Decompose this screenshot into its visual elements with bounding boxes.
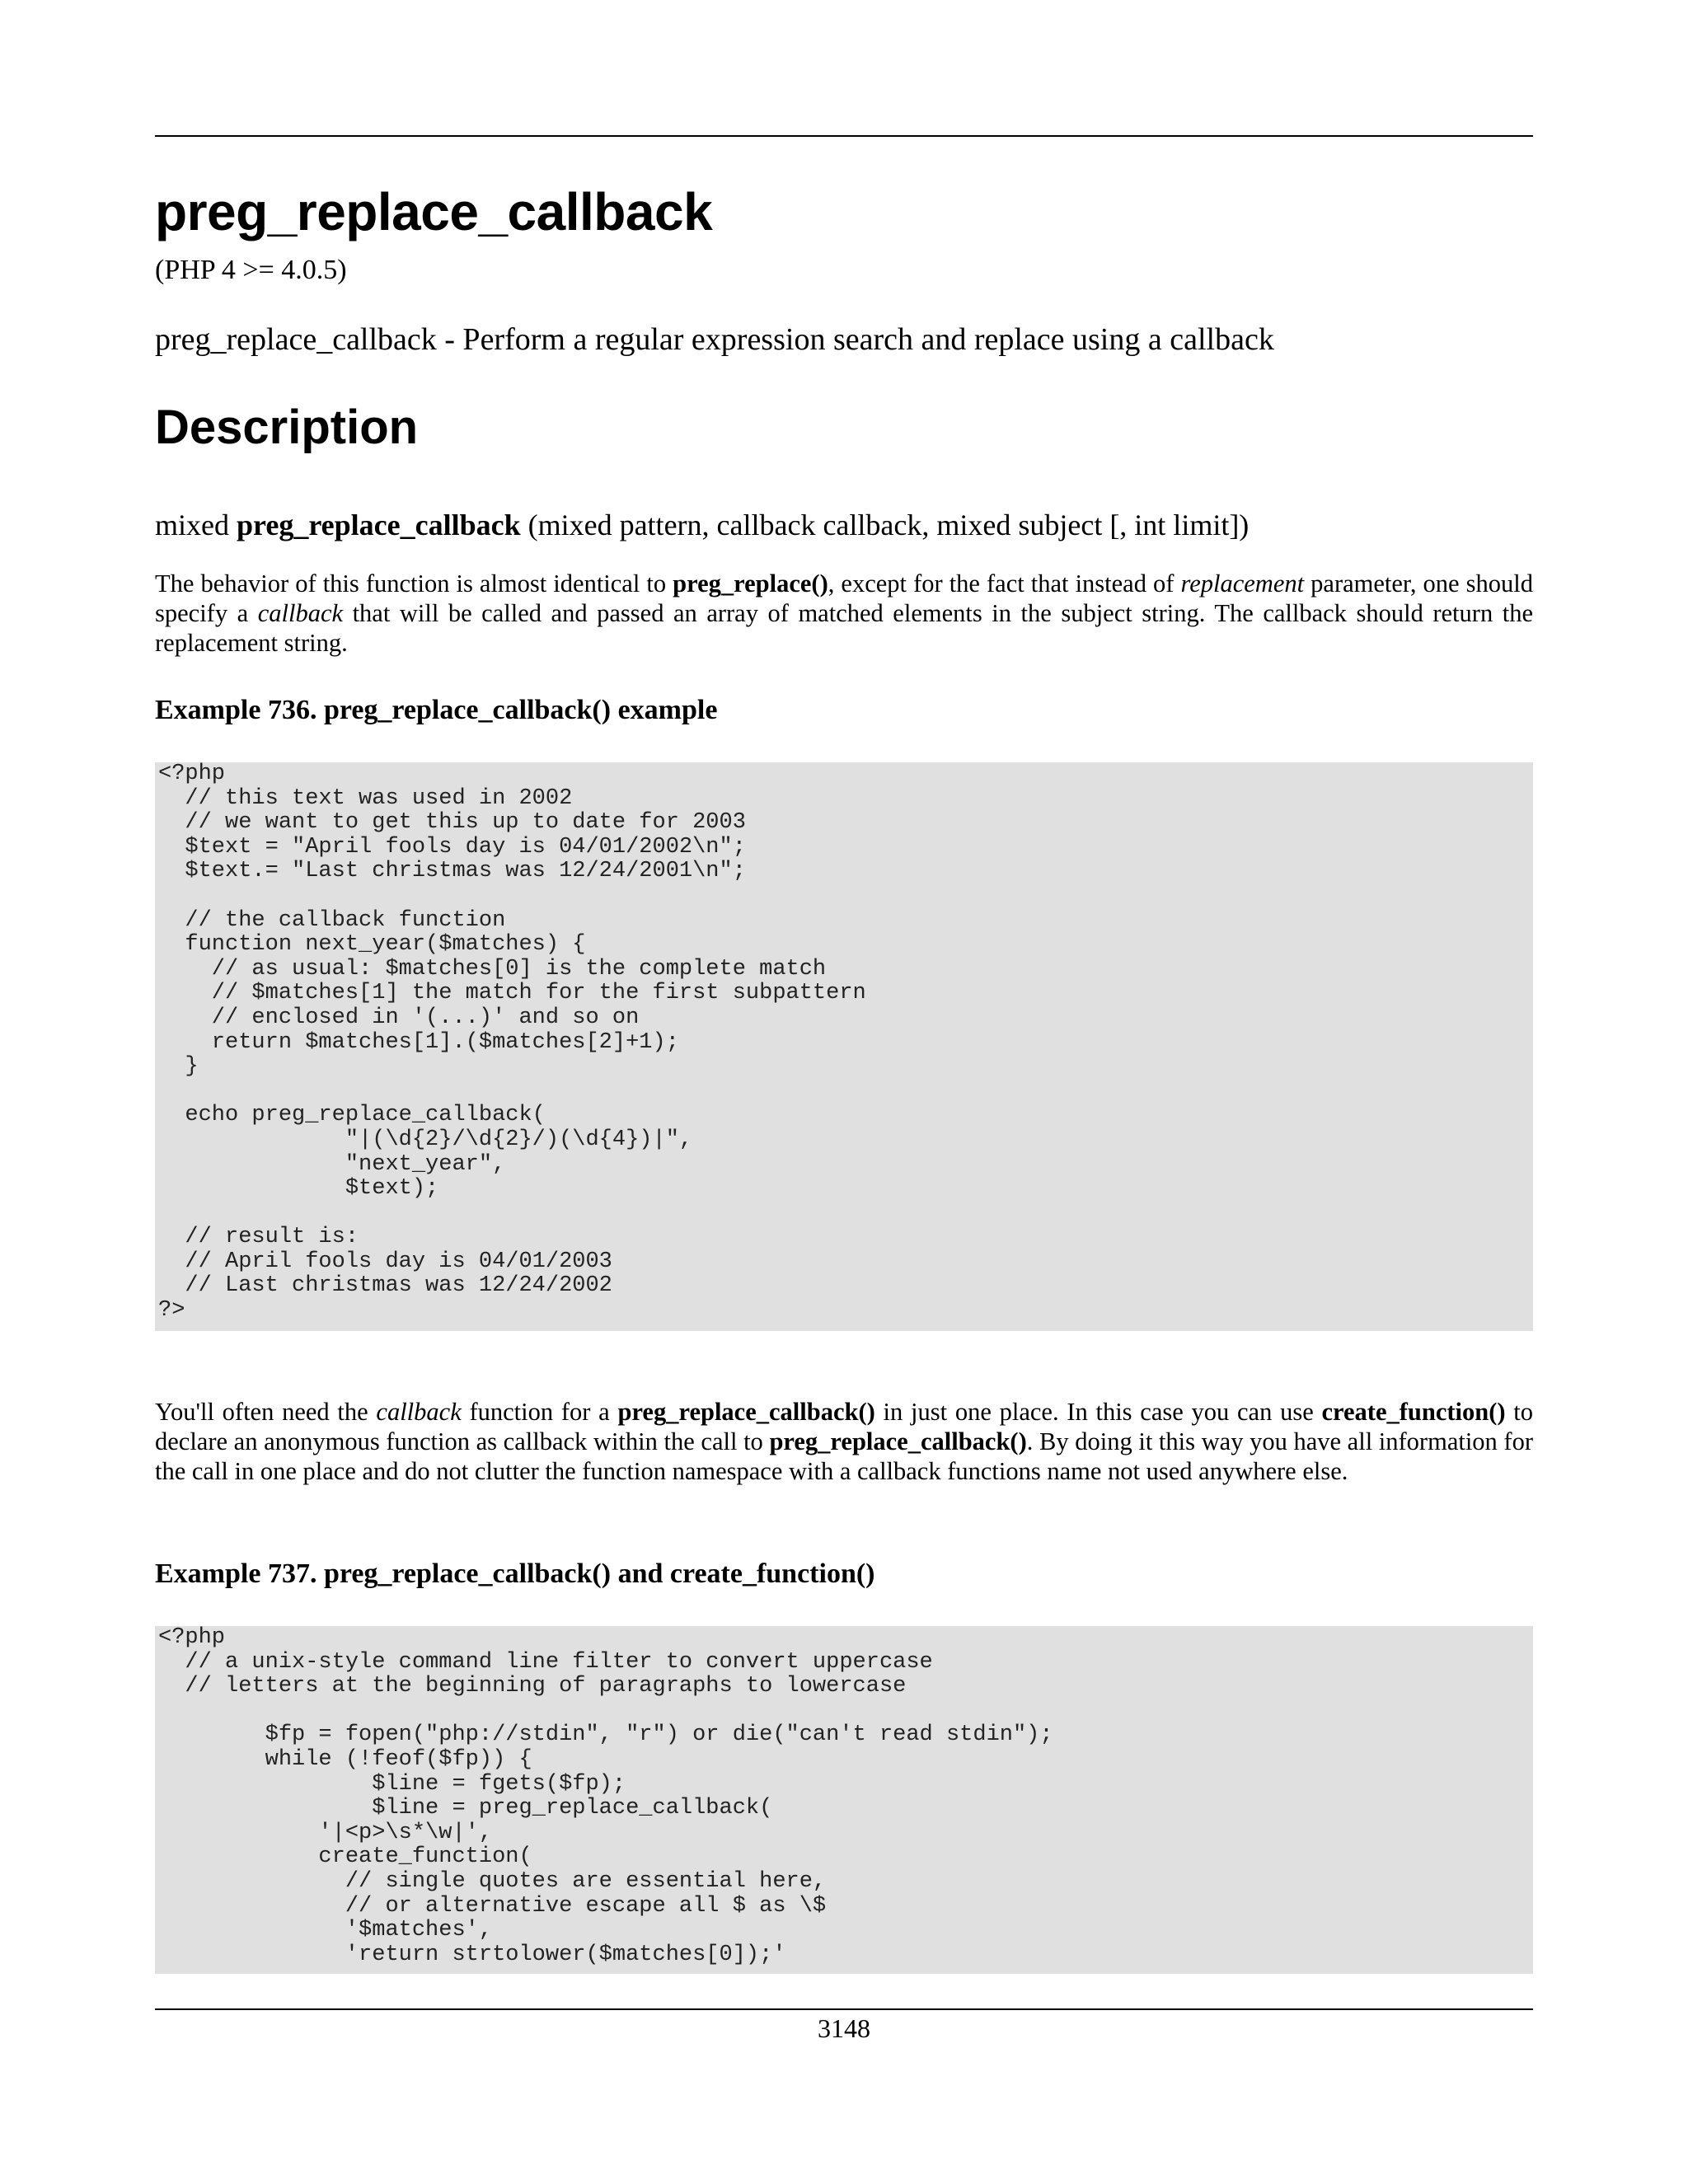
synopsis-return-type: mixed	[155, 509, 237, 541]
text-run: parameter, one should specify a	[155, 569, 1533, 627]
function-synopsis	[155, 508, 1249, 543]
function-summary: preg_replace_callback - Perform a regular expression search and replace using a callback	[155, 322, 1274, 357]
text-run: The behavior of this function is almost identical to	[155, 569, 673, 598]
function-ref: preg_replace_callback()	[769, 1427, 1027, 1455]
text-run: that will be called and passed an array of matched elements in the subject string. The callback should return the replacement string.	[155, 599, 1533, 657]
text-run: function for a	[461, 1398, 618, 1426]
example-736-title: Example 736. preg_replace_callback() example	[155, 695, 718, 725]
text-run: You'll often need the	[155, 1398, 377, 1426]
version-info: (PHP 4 >= 4.0.5)	[155, 255, 347, 285]
param-ref: replacement	[1180, 569, 1305, 598]
header-rule	[155, 135, 1533, 137]
text-run: in just one place. In this case you can use	[874, 1398, 1322, 1426]
function-ref: preg_replace_callback()	[617, 1398, 875, 1426]
page-number: 3148	[818, 2013, 870, 2043]
page-title: preg_replace_callback	[155, 182, 713, 241]
synopsis-params: (mixed pattern, callback callback, mixed subject [, int limit])	[520, 509, 1250, 541]
synopsis-function-name: preg_replace_callback	[236, 509, 521, 541]
function-ref: create_function()	[1321, 1398, 1506, 1426]
example-736-code: <?php // this text was used in 2002 // we want to get this up to date for 2003 $text = "April fools day is 04/01/2002\n"; $text.= "Last christmas was 12/24/2001\n"; // the callback function function next_year($matches) { // as usual: $matches[0] is the complete match // $matches[1] the match for the first subpattern // enclosed in '(...)' and so on return $matches[1].($matches[2]+1); } echo preg_replace_callback( "|(\d{2}/\d{2}/)(\d{4})|", "next_year", $text); // result is: // April fools day is 04/01/2003 // Last christmas was 12/24/2002 ?>	[155, 762, 1533, 1331]
description-heading: Description	[155, 401, 419, 454]
example-737-code: <?php // a unix-style command line filter to convert uppercase // letters at the beginning of paragraphs to lowercase $fp = fopen("php://stdin", "r") or die("can't read stdin"); while (!feof($fp)) { $line = fgets($fp); $line = preg_replace_callback( '|<p>\s*\w|', create_function( // single quotes are essential here, // or alternative escape all $ as \$ '$matches', 'return strtolower($matches[0]);'	[155, 1626, 1533, 1974]
create-function-paragraph	[155, 1397, 1533, 1486]
text-run: . By doing it this way you have all information for the call in one place and do not clutter the function namespace with a callback functions name not used anywhere else.	[155, 1427, 1533, 1485]
text-run: to declare an anonymous function as callback within the call to	[155, 1398, 1534, 1455]
footer-rule	[155, 2008, 1533, 2010]
description-paragraph	[155, 569, 1533, 658]
text-run: , except for the fact that instead of	[828, 569, 1181, 598]
example-737-title: Example 737. preg_replace_callback() and create_function()	[155, 1558, 875, 1589]
param-ref: callback	[257, 599, 344, 627]
param-ref: callback	[376, 1398, 462, 1426]
function-ref: preg_replace()	[673, 569, 828, 598]
